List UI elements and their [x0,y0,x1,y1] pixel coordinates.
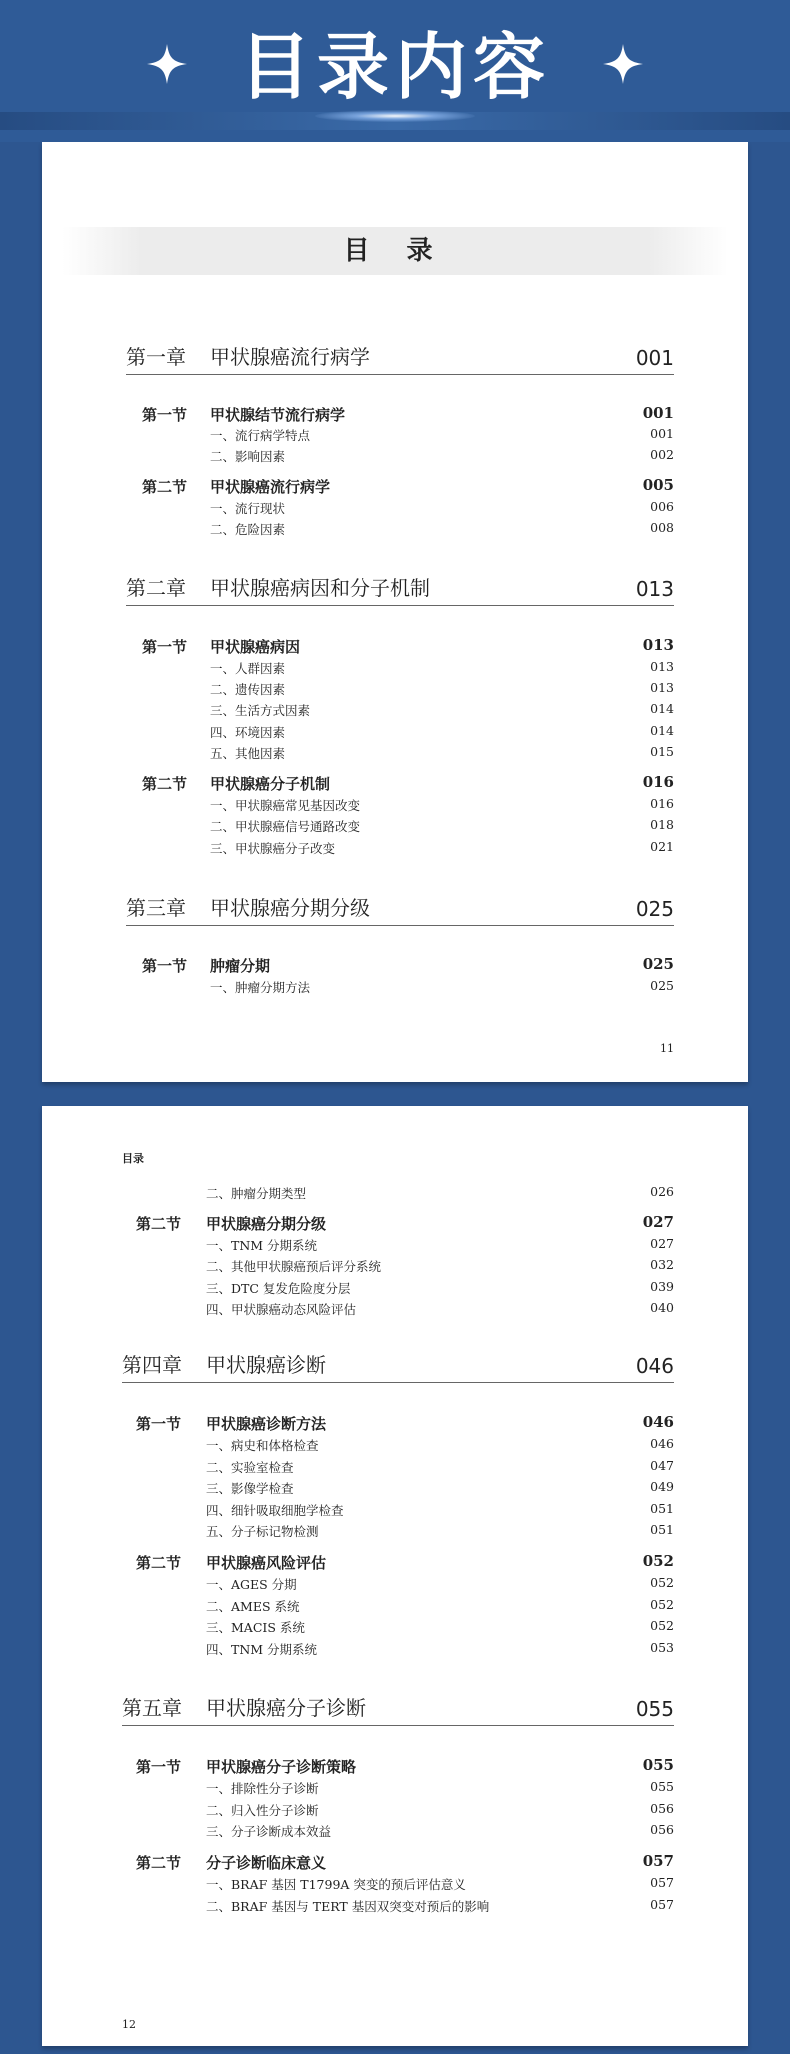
section-title[interactable]: 甲状腺癌风险评估 [206,1554,327,1572]
toc-item[interactable]: 四、TNM 分期系统 [206,1642,318,1657]
running-header: 目录 [122,1152,144,1165]
page-heading: 目 录 [343,236,447,266]
toc-item[interactable]: 二、肿瘤分期类型 [206,1186,307,1201]
toc-item-page: 013 [650,680,674,695]
section-title[interactable]: 甲状腺癌流行病学 [210,478,331,496]
toc-item[interactable]: 四、细针吸取细胞学检查 [206,1503,344,1518]
toc-item-page: 049 [650,1479,674,1494]
page-number: 12 [122,2018,136,2031]
toc-item-page: 006 [650,499,674,514]
toc-item[interactable]: 一、流行病学特点 [210,428,311,443]
toc-page-2 [42,1106,748,2046]
section-page: 055 [642,1756,674,1774]
toc-item-page: 056 [650,1801,674,1816]
chapter-page: 025 [635,897,674,921]
section-title[interactable]: 甲状腺癌病因 [210,638,301,656]
toc-item-page: 001 [650,426,674,441]
toc-item[interactable]: 一、人群因素 [210,661,286,676]
toc-item-page: 052 [650,1618,674,1633]
section-label: 第一节 [136,1415,182,1433]
chapter-label: 第三章 [126,896,186,920]
toc-item-page: 051 [650,1522,674,1537]
toc-item-page: 015 [650,744,674,759]
section-label: 第二节 [142,775,188,793]
toc-item[interactable]: 一、TNM 分期系统 [206,1238,318,1253]
chapter-row[interactable] [126,896,674,926]
toc-item-page: 057 [650,1897,674,1912]
chapter-title: 甲状腺癌分期分级 [210,896,370,920]
toc-item[interactable]: 二、其他甲状腺癌预后评分系统 [206,1259,382,1274]
section-title[interactable]: 甲状腺癌分子机制 [210,775,331,793]
toc-item-page: 057 [650,1875,674,1890]
section-page: 052 [642,1552,674,1570]
section-label: 第二节 [136,1854,182,1872]
toc-item[interactable]: 二、归入性分子诊断 [206,1803,319,1818]
toc-item[interactable]: 二、甲状腺癌信号通路改变 [210,819,361,834]
toc-item-page: 018 [650,817,674,832]
toc-item[interactable]: 一、甲状腺癌常见基因改变 [210,798,361,813]
toc-item-page: 032 [650,1257,674,1272]
toc-item-page: 052 [650,1597,674,1612]
toc-item-page: 014 [650,723,674,738]
section-page: 057 [642,1852,674,1870]
toc-item[interactable]: 三、影像学检查 [206,1481,294,1496]
toc-item[interactable]: 二、BRAF 基因与 TERT 基因双突变对预后的影响 [206,1899,490,1914]
toc-item[interactable]: 二、遗传因素 [210,682,286,697]
chapter-title: 甲状腺癌流行病学 [210,345,370,369]
section-page: 027 [642,1213,674,1231]
toc-item-page: 026 [650,1184,674,1199]
section-label: 第一节 [142,406,188,424]
toc-page-1 [42,142,748,1082]
toc-item[interactable]: 一、BRAF 基因 T1799A 突变的预后评估意义 [206,1877,466,1892]
toc-item[interactable]: 二、影响因素 [210,449,286,464]
section-title[interactable]: 甲状腺结节流行病学 [210,406,346,424]
toc-item-page: 008 [650,520,674,535]
section-title[interactable]: 分子诊断临床意义 [206,1854,327,1872]
toc-item[interactable]: 一、病史和体格检查 [206,1438,319,1453]
section-label: 第二节 [136,1554,182,1572]
toc-item[interactable]: 五、分子标记物检测 [206,1524,319,1539]
toc-item[interactable]: 三、生活方式因素 [210,703,311,718]
chapter-row[interactable] [126,576,674,606]
section-page: 025 [642,955,674,973]
chapter-title: 甲状腺癌病因和分子机制 [210,576,430,600]
toc-item-page: 014 [650,701,674,716]
toc-item[interactable]: 四、环境因素 [210,725,286,740]
chapter-label: 第二章 [126,576,186,600]
toc-item-page: 055 [650,1779,674,1794]
chapter-page: 001 [635,346,674,370]
toc-item[interactable]: 三、分子诊断成本效益 [206,1824,332,1839]
toc-item[interactable]: 四、甲状腺癌动态风险评估 [206,1302,357,1317]
chapter-row[interactable] [122,1353,674,1383]
page-number: 11 [660,1042,674,1055]
toc-item-page: 002 [650,447,674,462]
toc-item-page: 051 [650,1501,674,1516]
toc-item-page: 025 [650,978,674,993]
toc-item[interactable]: 三、DTC 复发危险度分层 [206,1281,351,1296]
toc-item[interactable]: 五、其他因素 [210,746,286,761]
section-label: 第二节 [142,478,188,496]
chapter-row[interactable] [122,1696,674,1726]
section-title[interactable]: 甲状腺癌分期分级 [206,1215,327,1233]
section-title[interactable]: 甲状腺癌诊断方法 [206,1415,327,1433]
chapter-label: 第一章 [126,345,186,369]
chapter-title: 甲状腺癌分子诊断 [206,1696,366,1720]
heading-band [62,227,728,275]
section-label: 第一节 [142,638,188,656]
section-page: 016 [642,773,674,791]
toc-item-page: 056 [650,1822,674,1837]
toc-item-page: 027 [650,1236,674,1251]
toc-item[interactable]: 三、MACIS 系统 [206,1620,305,1635]
toc-item[interactable]: 一、流行现状 [210,501,286,516]
section-title[interactable]: 甲状腺癌分子诊断策略 [206,1758,357,1776]
toc-item-page: 053 [650,1640,674,1655]
chapter-title: 甲状腺癌诊断 [206,1353,326,1377]
chapter-row[interactable] [126,345,674,375]
toc-item[interactable]: 二、危险因素 [210,522,286,537]
toc-item[interactable]: 二、AMES 系统 [206,1599,300,1614]
banner-title: 目录内容 [238,25,551,109]
section-title[interactable]: 肿瘤分期 [210,957,271,975]
toc-item[interactable]: 一、肿瘤分期方法 [210,980,311,995]
section-label: 第一节 [136,1758,182,1776]
chapter-label: 第四章 [122,1353,182,1377]
toc-item-page: 046 [650,1436,674,1451]
toc-item-page: 021 [650,839,674,854]
toc-item-page: 039 [650,1279,674,1294]
chapter-label: 第五章 [122,1696,182,1720]
toc-item-page: 040 [650,1300,674,1315]
toc-item[interactable]: 一、AGES 分期 [206,1577,297,1592]
section-page: 001 [642,404,674,422]
toc-item-page: 016 [650,796,674,811]
section-label: 第二节 [136,1215,182,1233]
chapter-page: 013 [635,577,674,601]
section-page: 005 [642,476,674,494]
toc-item-page: 052 [650,1575,674,1590]
toc-item-page: 013 [650,659,674,674]
toc-item-page: 047 [650,1458,674,1473]
section-label: 第一节 [142,957,188,975]
section-page: 013 [642,636,674,654]
toc-item[interactable]: 一、排除性分子诊断 [206,1781,319,1796]
chapter-page: 046 [635,1354,674,1378]
toc-item[interactable]: 二、实验室检查 [206,1460,294,1475]
toc-item[interactable]: 三、甲状腺癌分子改变 [210,841,336,856]
chapter-page: 055 [635,1697,674,1721]
section-page: 046 [642,1413,674,1431]
